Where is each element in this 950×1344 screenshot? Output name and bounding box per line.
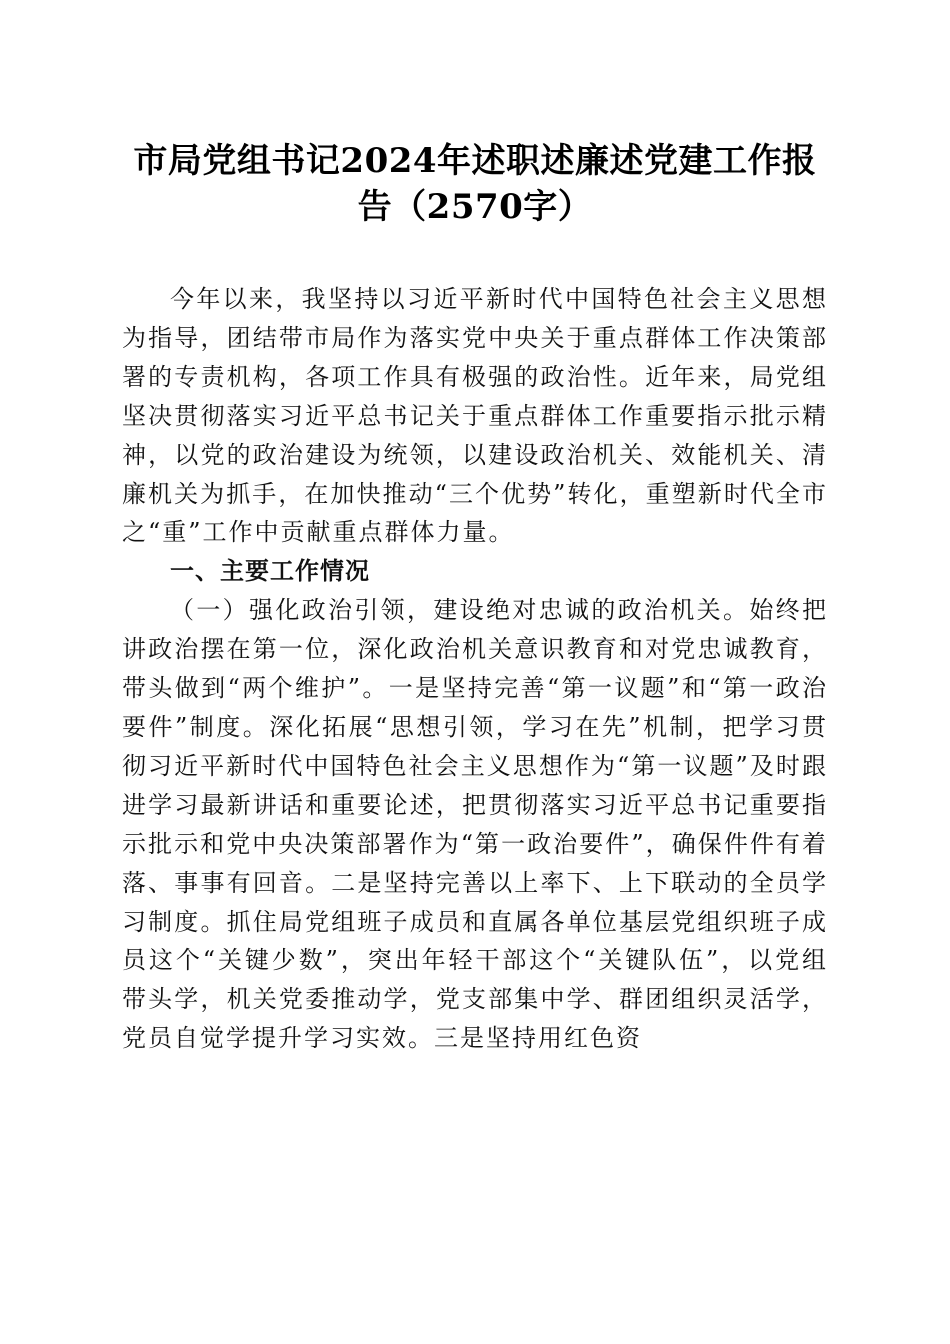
subsection-paragraph-political-leadership: [122, 591, 828, 1058]
document-body: [122, 280, 828, 1058]
intro-paragraph: 今年以来，我坚持以习近平新时代中国特色社会主义思想为指导，团结带市局作为落实党中央关于重点群体工作决策部署的专责机构，各项工作具有极强的政治性。近年来，局党组坚决贯彻落实习近平总书记关于重点群体工作重要指示批示精神，以党的政治建设为统领，以建设政治机关、效能机关、清廉机关为抓手，在加快推动“三个优势”转化，重塑新时代全市之“重”工作中贡献重点群体力量。: [122, 285, 828, 547]
subsection-lead: （一）强化政治引领，建设绝对忠诚的政治机关。: [170, 596, 750, 625]
subsection-body: 始终把讲政治摆在第一位，深化政治机关意识教育和对党忠诚教育，带头做到“两个维护”。一是坚持完善“第一议题”和“第一政治要件”制度。深化拓展“思想引领，学习在先”机制，把学习贯彻习近平新时代中国特色社会主义思想作为“第一议题”及时跟进学习最新讲话和重要论述，把贯彻落实习近平总书记重要指示批示和党中央决策部署作为“第一政治要件”，确保件件有着落、事事有回音。二是坚持完善以上率下、上下联动的全员学习制度。抓住局党组班子成员和直属各单位基层党组织班子成员这个“关键少数”，突出年轻干部这个“关键队伍”，以党组带头学，机关党委推动学，党支部集中学、群团组织灵活学，党员自觉学提升学习实效。三是坚持用红色资: [122, 596, 829, 1053]
section-heading-main-work: 一、主要工作情况: [170, 557, 370, 586]
document-title: 市局党组书记2024年述职述廉述党建工作报告（2570字）: [133, 141, 817, 227]
